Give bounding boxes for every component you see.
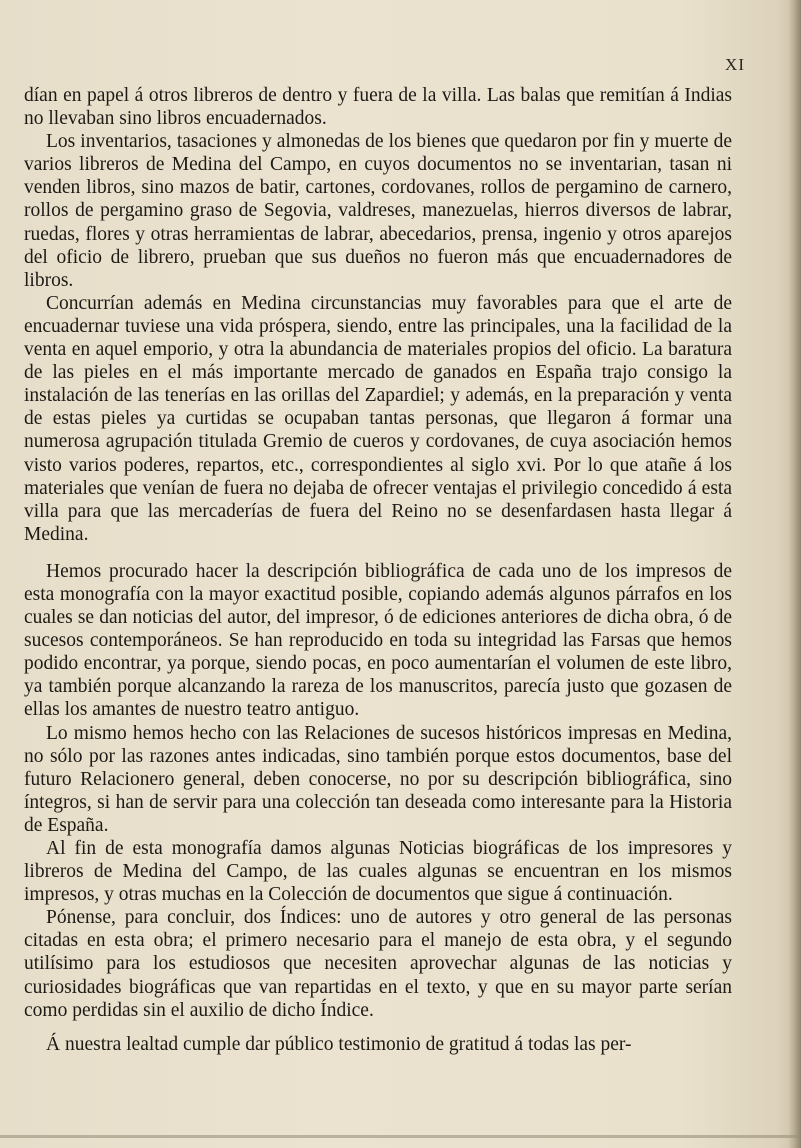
paragraph-continuation: dían en papel á otros libreros de dentro y fuera de la villa. Las balas que remitían á Indias no llevaban sino libros encuadernados. — [24, 85, 732, 130]
paragraph-inventarios: Los inventarios, tasaciones y almonedas de los bienes que quedaron por fin y muerte de varios libreros de Medina del Campo, en cuyos documentos no se inventarian, tasan ni venden libros, sino mazos de batir, cartones, cordovanes, rollos de pergamino de carnero, rollos de pergamino graso de Segovia, valdreses, manezuelas, hierros diversos de labrar, ruedas, flores y otras herramientas de labrar, abecedarios, prensa, ingenio y otros aparejos del oficio de librero, prueban que sus dueños no fueron más que encuadernadores de libros. — [24, 131, 732, 291]
paragraph-hemos-procurado: Hemos procurado hacer la descripción bibliográfica de cada uno de los impresos de esta monografía con la mayor exactitud posible, copiando además algunos párrafos en los cuales se dan noticias del autor, del impresor, ó de ediciones anteriores de dicha obra, ó de sucesos contemporáneos. Se han reproducido en toda su integridad las Farsas que hemos podido encontrar, ya porque, siendo pocas, en poco aumentarían el volumen de este libro, ya también porque alcanzando la rareza de los manuscritos, parecía justo que gozasen de ellas los amantes de nuestro teatro antiguo. — [24, 560, 732, 721]
body-text — [24, 84, 732, 1056]
paragraph-al-fin: Al fin de esta monografía damos algunas Noticias biográficas de los impresores y libreros de Medina del Campo, de las cuales algunas se encuentran en los mismos impresos, y otras muchas en la Colección de documentos que sigue á continuación. — [24, 838, 732, 906]
page-number: XI — [725, 55, 745, 74]
paragraph-concurrian: Concurrían además en Medina circunstancias muy favorables para que el arte de encuadernar tuviese una vida próspera, siendo, entre las principales, una la facilidad de la venta en aquel emporio, y otra la abundancia de materiales propios del oficio. La baratura de las pieles en el más importante mercado de ganados en España trajo consigo la instalación de las tenerías en las orillas del Zapardiel; y además, en la preparación y venta de estas pieles ya curtidas se ocupaban tantas personas, que llegaron á formar una numerosa agrupación titulada Gremio de cueros y cordovanes, de cuya asociación hemos visto varios poderes, repartos, etc., correspondientes al siglo xvi. Por lo que atañe á los materiales que venían de fuera no dejaba de ofrecer ventajas el privilegio concedido á esta villa para que las mercaderías de fuera del Reino no se desenfardasen hasta llegar á Medina. — [24, 292, 732, 545]
paragraph-gratitud: Á nuestra lealtad cumple dar público testimonio de gratitud á todas las per- — [46, 1033, 632, 1055]
page-edge-shadow — [787, 0, 801, 1148]
paragraph-lo-mismo: Lo mismo hemos hecho con las Relaciones de sucesos históricos impresas en Medina, no sólo por las razones antes indicadas, sino también porque estos documentos, base del futuro Relacionero general, deben conocerse, no por su descripción bibliográfica, sino íntegros, si han de servir para una colección tan deseada como interesante para la Historia de España. — [24, 722, 732, 836]
page-bottom-edge — [0, 1135, 801, 1138]
paragraph-ponense: Pónense, para concluir, dos Índices: uno de autores y otro general de las personas citadas en esta obra; el primero necesario para el manejo de esta obra, y el segundo utilísimo para los estudiosos que necesiten aprovechar algunas de las noticias y curiosidades biográficas que van repartidas en el texto, y que en su mayor parte serían como perdidas sin el auxilio de dicho Índice. — [24, 907, 732, 1021]
